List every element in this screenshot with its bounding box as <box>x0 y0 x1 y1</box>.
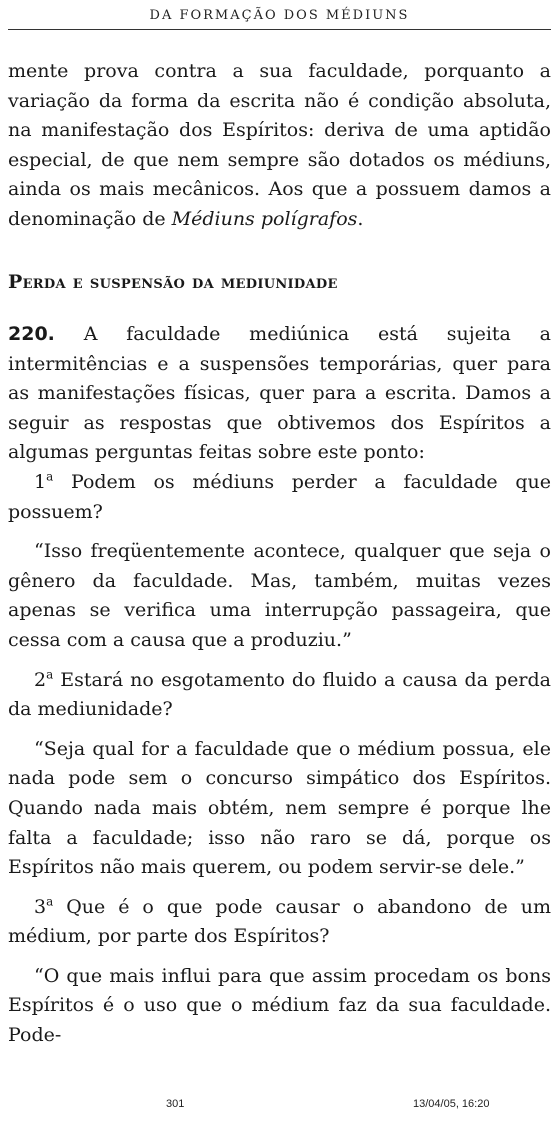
question-1-number: 1 <box>34 470 47 493</box>
continuation-paragraph <box>8 57 551 235</box>
footer-timestamp: 13/04/05, 16:20 <box>413 1098 490 1110</box>
answer-2: “Seja qual for a faculdade que o médium possua, ele nada pode sem o concurso simpático dos Espíritos. Quando nada mais obtém, nem sempre é porque lhe falta a faculdade; isso não raro se dá, porque os Espíritos não mais querem, ou podem servir-se dele.” <box>8 737 551 879</box>
continuation-text: mente prova contra a sua faculdade, porquanto a variação da forma da escrita não é condição absoluta, na manifestação dos Espíritos: deriva de uma aptidão especial, de que nem sempre são dotados os médiuns, ainda os mais mecânicos. Aos que a possuem damos a denominação de <box>8 60 551 230</box>
running-head: DA FORMAÇÃO DOS MÉDIUNS <box>149 8 410 23</box>
answer-3: “O que mais influi para que assim procedam os bons Espíritos é o uso que o médium faz da sua faculdade. Pode- <box>8 964 551 1047</box>
question-3-text: Que é o que pode causar o abandono de um médium, por parte dos Espíritos? <box>8 895 552 948</box>
question-1-text: Podem os médiuns perder a faculdade que possuem? <box>8 470 551 523</box>
item-number: 220. <box>8 323 55 345</box>
section-body <box>8 320 551 1051</box>
intro-text: A faculdade mediúnica está sujeita a intermitências e a suspensões temporárias, quer para as manifestações físicas, quer para a escrita. Damos a seguir as respostas que obtivemos dos Espíritos a algumas perguntas feitas sobre este ponto: <box>8 323 551 464</box>
footer-page-number: 301 <box>166 1098 185 1110</box>
italic-term: Médiuns polígrafos <box>171 207 358 230</box>
question-2 <box>8 666 551 725</box>
question-1 <box>8 468 551 527</box>
answer-1: “Isso freqüentemente acontece, qualquer que seja o gênero da faculdade. Mas, também, muitas vezes apenas se verifica uma interrupção passageira, que cessa com a causa que a produziu.” <box>8 540 551 651</box>
section-heading: Perda e suspensão da mediunidade <box>8 271 338 293</box>
question-3 <box>8 893 551 952</box>
question-2-number: 2 <box>34 668 47 691</box>
question-3-ordinal: a <box>46 894 54 909</box>
question-2-text: Estará no esgotamento do fluido a causa da perda da mediunidade? <box>8 668 551 721</box>
header-rule <box>8 29 551 30</box>
intro-paragraph <box>8 320 551 468</box>
question-3-number: 3 <box>34 895 47 918</box>
question-2-ordinal: a <box>46 667 54 682</box>
question-1-ordinal: a <box>46 469 54 484</box>
continuation-end: . <box>357 207 364 230</box>
